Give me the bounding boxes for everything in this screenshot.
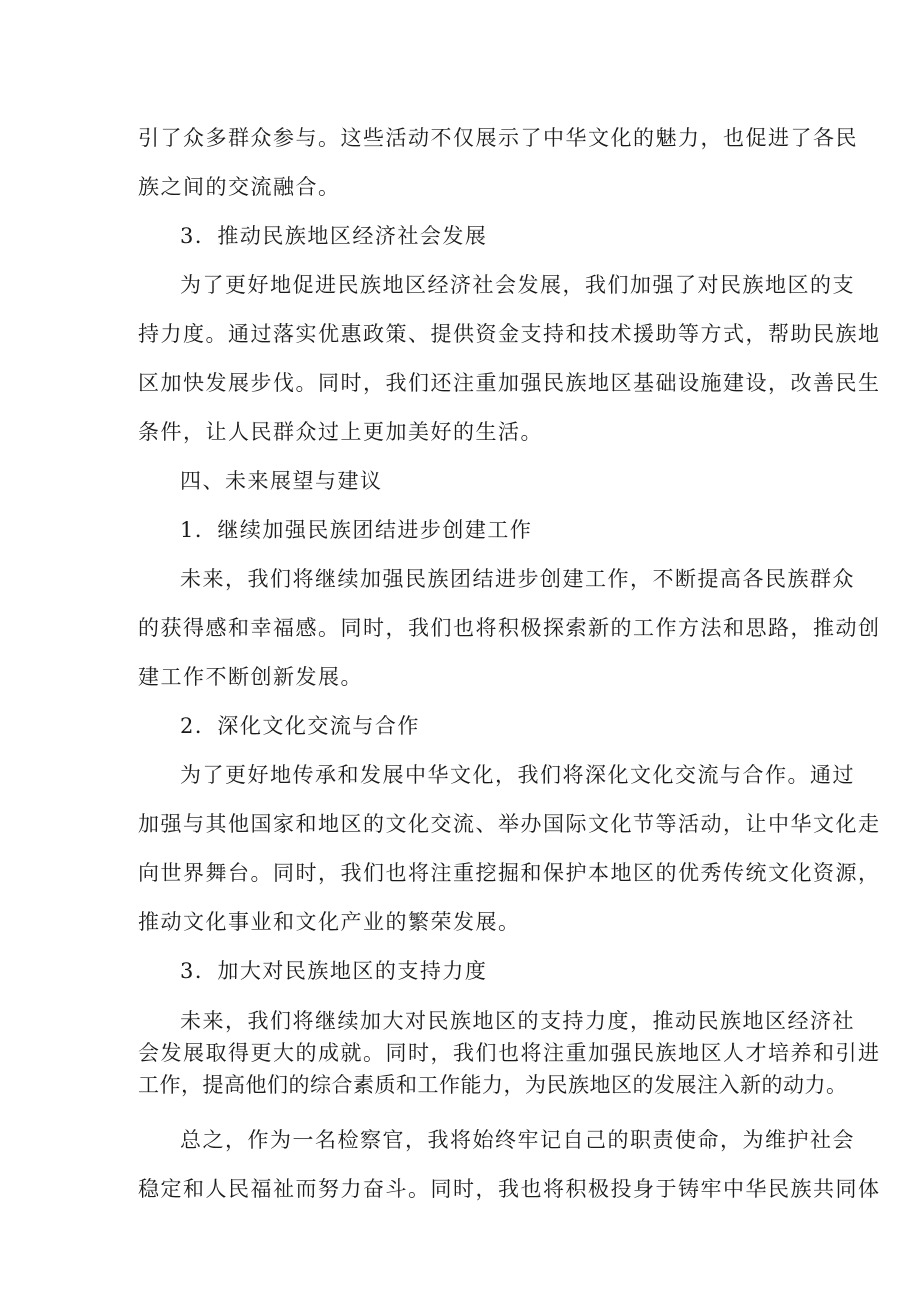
body-text-line: 稳定和人民福祉而努力奋斗。同时，我也将积极投身于铸牢中华民族共同体 (138, 1177, 881, 1201)
body-text-line: 向世界舞台。同时，我们也将注重挖掘和保护本地区的优秀传统文化资源， (138, 861, 881, 885)
body-text-line: 工作，提高他们的综合素质和工作能力，为民族地区的发展注入新的动力。 (138, 1073, 848, 1097)
body-text-line: 持力度。通过落实优惠政策、提供资金支持和技术援助等方式，帮助民族地 (138, 322, 881, 346)
body-text-line: 未来，我们将继续加大对民族地区的支持力度，推动民族地区经济社 (180, 1009, 855, 1033)
body-text-line: 加强与其他国家和地区的文化交流、举办国际文化节等活动，让中华文化走 (138, 812, 881, 836)
section-heading: 3．推动民族地区经济社会发展 (180, 224, 488, 248)
body-text-line: 条件，让人民群众过上更加美好的生活。 (138, 420, 543, 444)
body-text-line: 会发展取得更大的成就。同时，我们也将注重加强民族地区人才培养和引进 (138, 1041, 881, 1065)
body-text-line: 区加快发展步伐。同时，我们还注重加强民族地区基础设施建设，改善民生 (138, 371, 881, 395)
body-text-line: 建工作不断创新发展。 (138, 665, 363, 689)
body-text-line: 未来，我们将继续加强民族团结进步创建工作，不断提高各民族群众 (180, 567, 855, 591)
body-text-line: 推动文化事业和文化产业的繁荣发展。 (138, 910, 521, 934)
section-heading: 3．加大对民族地区的支持力度 (180, 959, 488, 983)
body-text-line: 族之间的交流融合。 (138, 175, 341, 199)
body-text-line: 为了更好地传承和发展中华文化，我们将深化文化交流与合作。通过 (180, 763, 855, 787)
body-text-line: 总之，作为一名检察官，我将始终牢记自己的职责使命，为维护社会 (180, 1128, 855, 1152)
body-text-line: 引了众多群众参与。这些活动不仅展示了中华文化的魅力，也促进了各民 (138, 126, 858, 150)
section-heading: 1．继续加强民族团结进步创建工作 (180, 518, 533, 542)
body-text-line: 的获得感和幸福感。同时，我们也将积极探索新的工作方法和思路，推动创 (138, 616, 881, 640)
body-text-line: 为了更好地促进民族地区经济社会发展，我们加强了对民族地区的支 (180, 273, 855, 297)
section-heading: 2．深化文化交流与合作 (180, 714, 420, 738)
chapter-heading: 四、未来展望与建议 (180, 469, 383, 493)
